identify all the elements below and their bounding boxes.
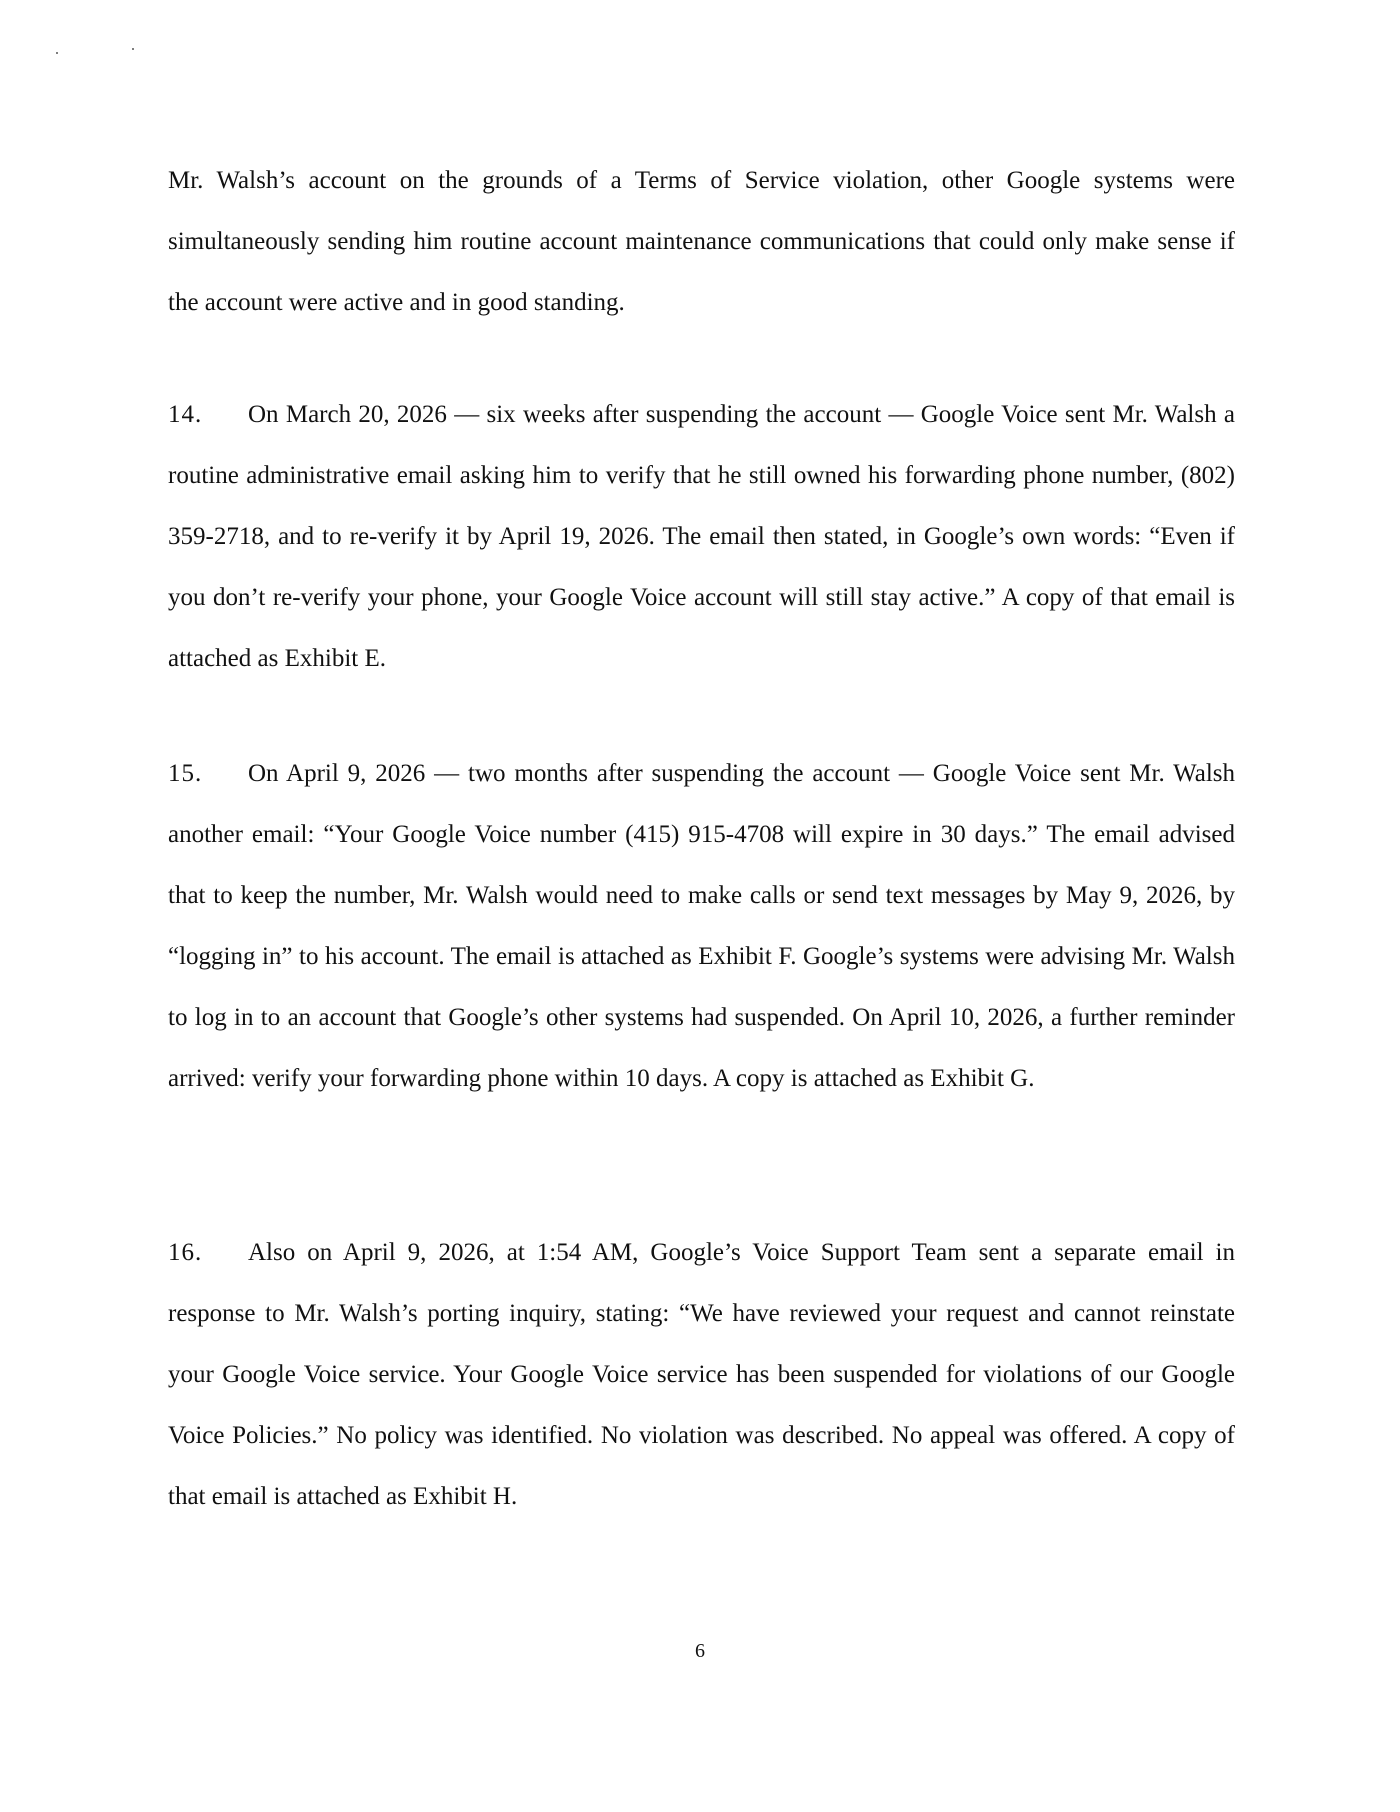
paragraph-text: On March 20, 2026 — six weeks after suspending the account — Google Voice sent Mr. Walsh a routine administrative email asking him to verify that he still owned his forwarding phone number, (802) 359-2718, and to re-verify it by April 19, 2026. The email then stated, in Google’s own words: “Even if you don’t re-verify your phone, your Google Voice account will still stay active.” A copy of that email is attached as Exhibit E. <box>168 401 1235 672</box>
scan-specks <box>56 48 146 58</box>
scan-speck <box>56 52 58 54</box>
paragraph-text: Mr. Walsh’s account on the grounds of a Terms of Service violation, other Google systems were simultaneously sending him routine account maintenance communications that could only make sense if the account were active and in good standing. <box>168 167 1235 316</box>
paragraph-continuation <box>168 150 1235 333</box>
paragraph-number: 15. <box>168 760 203 787</box>
scan-speck <box>132 48 134 50</box>
paragraph-number: 14. <box>168 401 203 428</box>
paragraph-text: On April 9, 2026 — two months after suspending the account — Google Voice sent Mr. Walsh another email: “Your Google Voice number (415) 915-4708 will expire in 30 days.” The email advised that to keep the number, Mr. Walsh would need to make calls or send text messages by May 9, 2026, by “logging in” to his account. The email is attached as Exhibit F. Google’s systems were advising Mr. Walsh to log in to an account that Google’s other systems had suspended. On April 10, 2026, a further reminder arrived: verify your forwarding phone within 10 days. A copy is attached as Exhibit G. <box>168 760 1235 1092</box>
page-number: 6 <box>695 1640 705 1662</box>
paragraph-text: Also on April 9, 2026, at 1:54 AM, Google’s Voice Support Team sent a separate email in response to Mr. Walsh’s porting inquiry, stating: “We have reviewed your request and cannot reinstate your Google Voice service. Your Google Voice service has been suspended for violations of our Google Voice Policies.” No policy was identified. No violation was described. No appeal was offered. A copy of that email is attached as Exhibit H. <box>168 1239 1235 1510</box>
paragraph-number: 16. <box>168 1239 203 1266</box>
paragraph-16 <box>168 1222 1235 1527</box>
paragraph-15 <box>168 743 1235 1109</box>
paragraph-14 <box>168 384 1235 689</box>
